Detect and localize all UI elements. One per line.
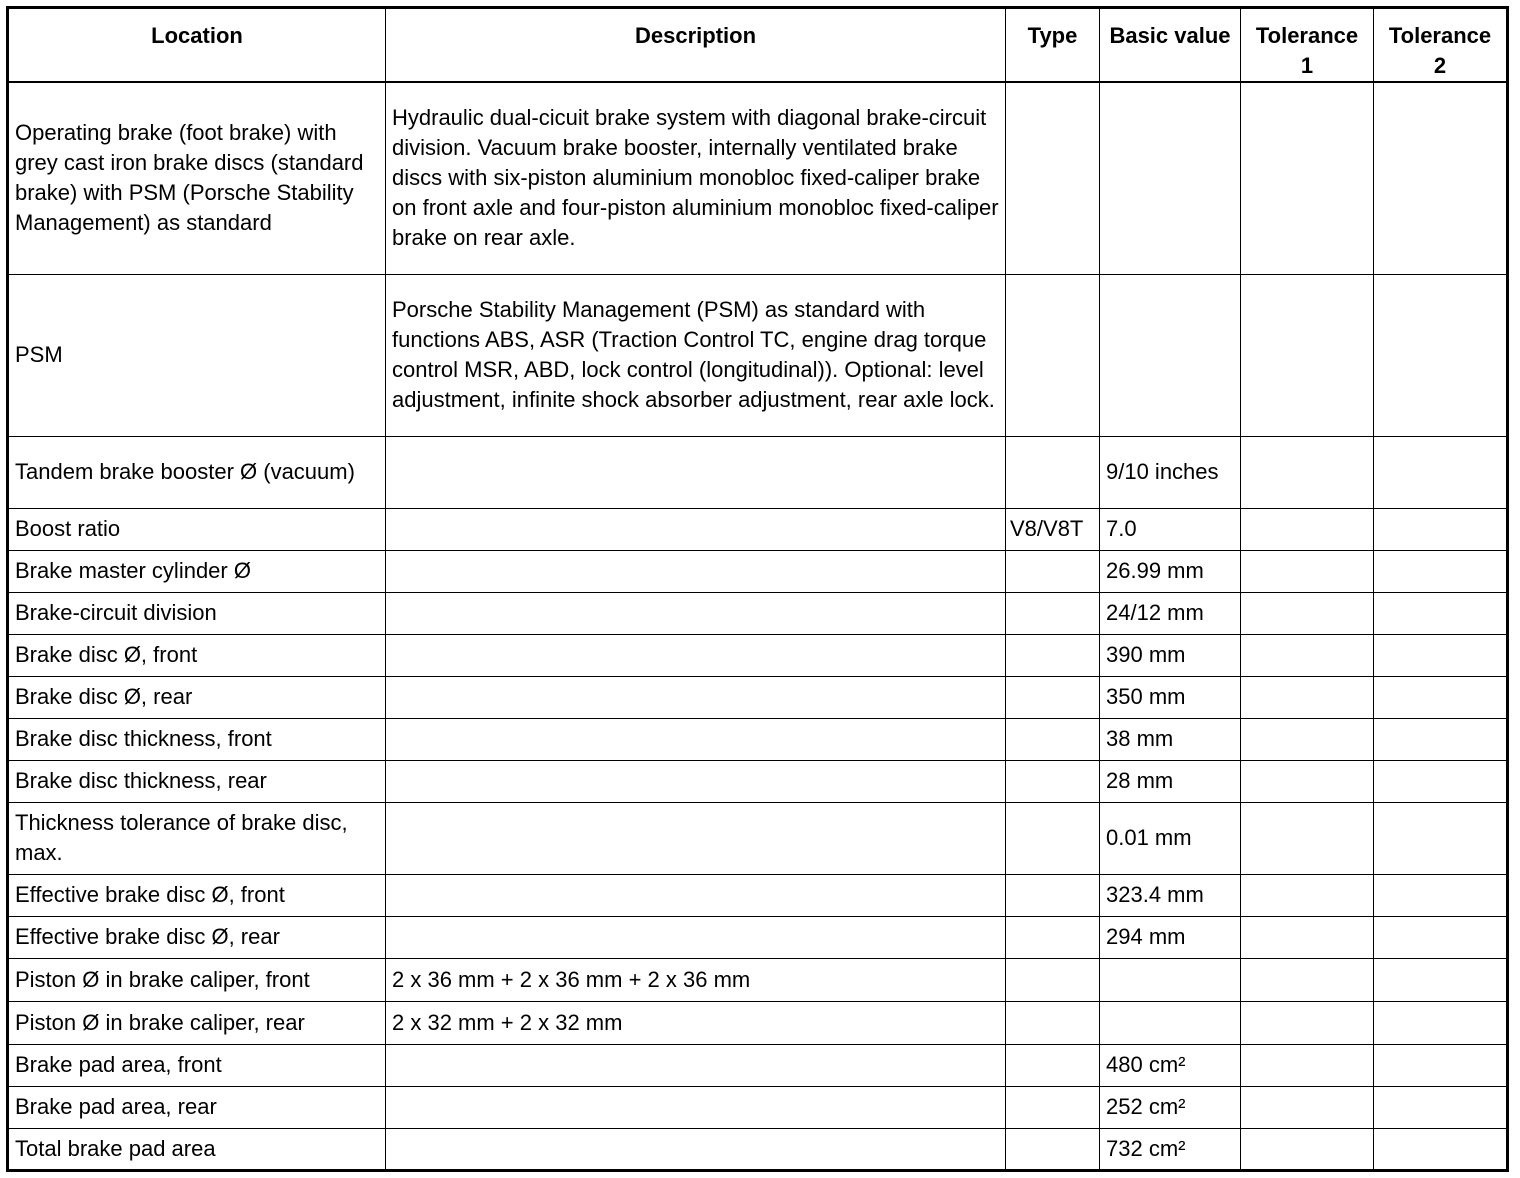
basic-value-cell: 0.01 mm (1100, 802, 1241, 874)
tolerance-2-cell (1374, 508, 1508, 550)
table-row (8, 1044, 1508, 1086)
type-cell (1006, 592, 1100, 634)
location-cell: Brake disc thickness, front (8, 718, 386, 760)
tolerance-2-cell (1374, 82, 1508, 274)
table-row (8, 916, 1508, 958)
location-cell: Effective brake disc Ø, rear (8, 916, 386, 958)
type-cell (1006, 874, 1100, 916)
description-cell (386, 1044, 1006, 1086)
table-row (8, 550, 1508, 592)
location-cell: Operating brake (foot brake) with grey cast iron brake discs (standard brake) with PSM (Porsche Stability Management) as standard (8, 82, 386, 274)
tolerance-1-cell (1241, 718, 1374, 760)
description-cell (386, 634, 1006, 676)
location-cell: Effective brake disc Ø, front (8, 874, 386, 916)
location-cell: Brake master cylinder Ø (8, 550, 386, 592)
tolerance-1-cell (1241, 592, 1374, 634)
table-row (8, 676, 1508, 718)
table-row (8, 274, 1508, 436)
basic-value-cell (1100, 274, 1241, 436)
tolerance-2-cell (1374, 592, 1508, 634)
basic-value-cell: 252 cm² (1100, 1086, 1241, 1128)
type-cell (1006, 1044, 1100, 1086)
tolerance-1-cell (1241, 1128, 1374, 1170)
tolerance-2-cell (1374, 1086, 1508, 1128)
basic-value-cell: 28 mm (1100, 760, 1241, 802)
description-cell (386, 676, 1006, 718)
basic-value-cell: 294 mm (1100, 916, 1241, 958)
type-cell (1006, 1086, 1100, 1128)
basic-value-cell (1100, 82, 1241, 274)
table-row (8, 802, 1508, 874)
table-row (8, 436, 1508, 508)
basic-value-cell (1100, 958, 1241, 1001)
tolerance-1-cell (1241, 1001, 1374, 1044)
location-cell: Boost ratio (8, 508, 386, 550)
tolerance-1-cell (1241, 634, 1374, 676)
type-cell (1006, 958, 1100, 1001)
basic-value-cell: 350 mm (1100, 676, 1241, 718)
basic-value-cell: 390 mm (1100, 634, 1241, 676)
tolerance-2-cell (1374, 958, 1508, 1001)
table-row (8, 592, 1508, 634)
description-cell (386, 718, 1006, 760)
description-cell: 2 x 32 mm + 2 x 32 mm (386, 1001, 1006, 1044)
tolerance-1-cell (1241, 760, 1374, 802)
location-cell: Brake pad area, front (8, 1044, 386, 1086)
location-cell: Total brake pad area (8, 1128, 386, 1170)
tolerance-1-cell (1241, 676, 1374, 718)
location-cell: Brake-circuit division (8, 592, 386, 634)
location-cell: PSM (8, 274, 386, 436)
tolerance-1-cell (1241, 508, 1374, 550)
table-row (8, 634, 1508, 676)
basic-value-cell: 7.0 (1100, 508, 1241, 550)
brake-specifications-table (6, 6, 1509, 1172)
table-row (8, 874, 1508, 916)
description-cell (386, 508, 1006, 550)
type-cell (1006, 550, 1100, 592)
tolerance-1-cell (1241, 1086, 1374, 1128)
type-cell (1006, 1128, 1100, 1170)
tolerance-2-cell (1374, 760, 1508, 802)
description-cell (386, 592, 1006, 634)
description-cell: Porsche Stability Management (PSM) as standard with functions ABS, ASR (Traction Control TC, engine drag torque control MSR, ABD, lock control (longitudinal)). Optional: level adjustment, infinite shock absorber adjustment, rear axle lock. (386, 274, 1006, 436)
basic-value-cell: 732 cm² (1100, 1128, 1241, 1170)
header-tolerance-1: Tolerance 1 (1241, 8, 1374, 83)
basic-value-cell: 26.99 mm (1100, 550, 1241, 592)
tolerance-1-cell (1241, 802, 1374, 874)
location-cell: Brake pad area, rear (8, 1086, 386, 1128)
location-cell: Piston Ø in brake caliper, rear (8, 1001, 386, 1044)
table-row (8, 760, 1508, 802)
location-cell: Brake disc thickness, rear (8, 760, 386, 802)
tolerance-2-cell (1374, 916, 1508, 958)
description-cell: Hydraulic dual-cicuit brake system with diagonal brake-circuit division. Vacuum brake booster, internally ventilated brake discs with six-piston aluminium monobloc fixed-caliper brake on front axle and four-piston aluminium monobloc fixed-caliper brake on rear axle. (386, 82, 1006, 274)
header-tolerance-2: Tolerance 2 (1374, 8, 1508, 83)
type-cell (1006, 1001, 1100, 1044)
basic-value-cell: 323.4 mm (1100, 874, 1241, 916)
table-header-row (8, 8, 1508, 83)
table-row (8, 958, 1508, 1001)
location-cell: Piston Ø in brake caliper, front (8, 958, 386, 1001)
tolerance-2-cell (1374, 436, 1508, 508)
basic-value-cell: 24/12 mm (1100, 592, 1241, 634)
tolerance-2-cell (1374, 1128, 1508, 1170)
type-cell (1006, 274, 1100, 436)
table-row (8, 82, 1508, 274)
tolerance-2-cell (1374, 550, 1508, 592)
type-cell (1006, 916, 1100, 958)
basic-value-cell: 38 mm (1100, 718, 1241, 760)
tolerance-2-cell (1374, 676, 1508, 718)
basic-value-cell: 480 cm² (1100, 1044, 1241, 1086)
description-cell (386, 874, 1006, 916)
tolerance-1-cell (1241, 82, 1374, 274)
table-row (8, 718, 1508, 760)
location-cell: Thickness tolerance of brake disc, max. (8, 802, 386, 874)
description-cell (386, 760, 1006, 802)
type-cell: V8/V8T (1006, 508, 1100, 550)
type-cell (1006, 802, 1100, 874)
tolerance-2-cell (1374, 634, 1508, 676)
description-cell (386, 550, 1006, 592)
tolerance-2-cell (1374, 718, 1508, 760)
tolerance-1-cell (1241, 958, 1374, 1001)
location-cell: Brake disc Ø, rear (8, 676, 386, 718)
type-cell (1006, 676, 1100, 718)
tolerance-2-cell (1374, 874, 1508, 916)
table-row (8, 1001, 1508, 1044)
location-cell: Tandem brake booster Ø (vacuum) (8, 436, 386, 508)
table-row (8, 1128, 1508, 1170)
description-cell: 2 x 36 mm + 2 x 36 mm + 2 x 36 mm (386, 958, 1006, 1001)
header-location: Location (8, 8, 386, 83)
table-row (8, 508, 1508, 550)
description-cell (386, 1128, 1006, 1170)
type-cell (1006, 82, 1100, 274)
table-row (8, 1086, 1508, 1128)
tolerance-2-cell (1374, 1001, 1508, 1044)
basic-value-cell (1100, 1001, 1241, 1044)
description-cell (386, 1086, 1006, 1128)
description-cell (386, 436, 1006, 508)
tolerance-1-cell (1241, 1044, 1374, 1086)
tolerance-1-cell (1241, 436, 1374, 508)
type-cell (1006, 760, 1100, 802)
tolerance-2-cell (1374, 1044, 1508, 1086)
header-type: Type (1006, 8, 1100, 83)
tolerance-1-cell (1241, 916, 1374, 958)
basic-value-cell: 9/10 inches (1100, 436, 1241, 508)
tolerance-1-cell (1241, 874, 1374, 916)
header-description: Description (386, 8, 1006, 83)
type-cell (1006, 634, 1100, 676)
tolerance-2-cell (1374, 274, 1508, 436)
tolerance-1-cell (1241, 550, 1374, 592)
type-cell (1006, 436, 1100, 508)
description-cell (386, 802, 1006, 874)
header-basic-value: Basic value (1100, 8, 1241, 83)
description-cell (386, 916, 1006, 958)
tolerance-2-cell (1374, 802, 1508, 874)
tolerance-1-cell (1241, 274, 1374, 436)
location-cell: Brake disc Ø, front (8, 634, 386, 676)
type-cell (1006, 718, 1100, 760)
